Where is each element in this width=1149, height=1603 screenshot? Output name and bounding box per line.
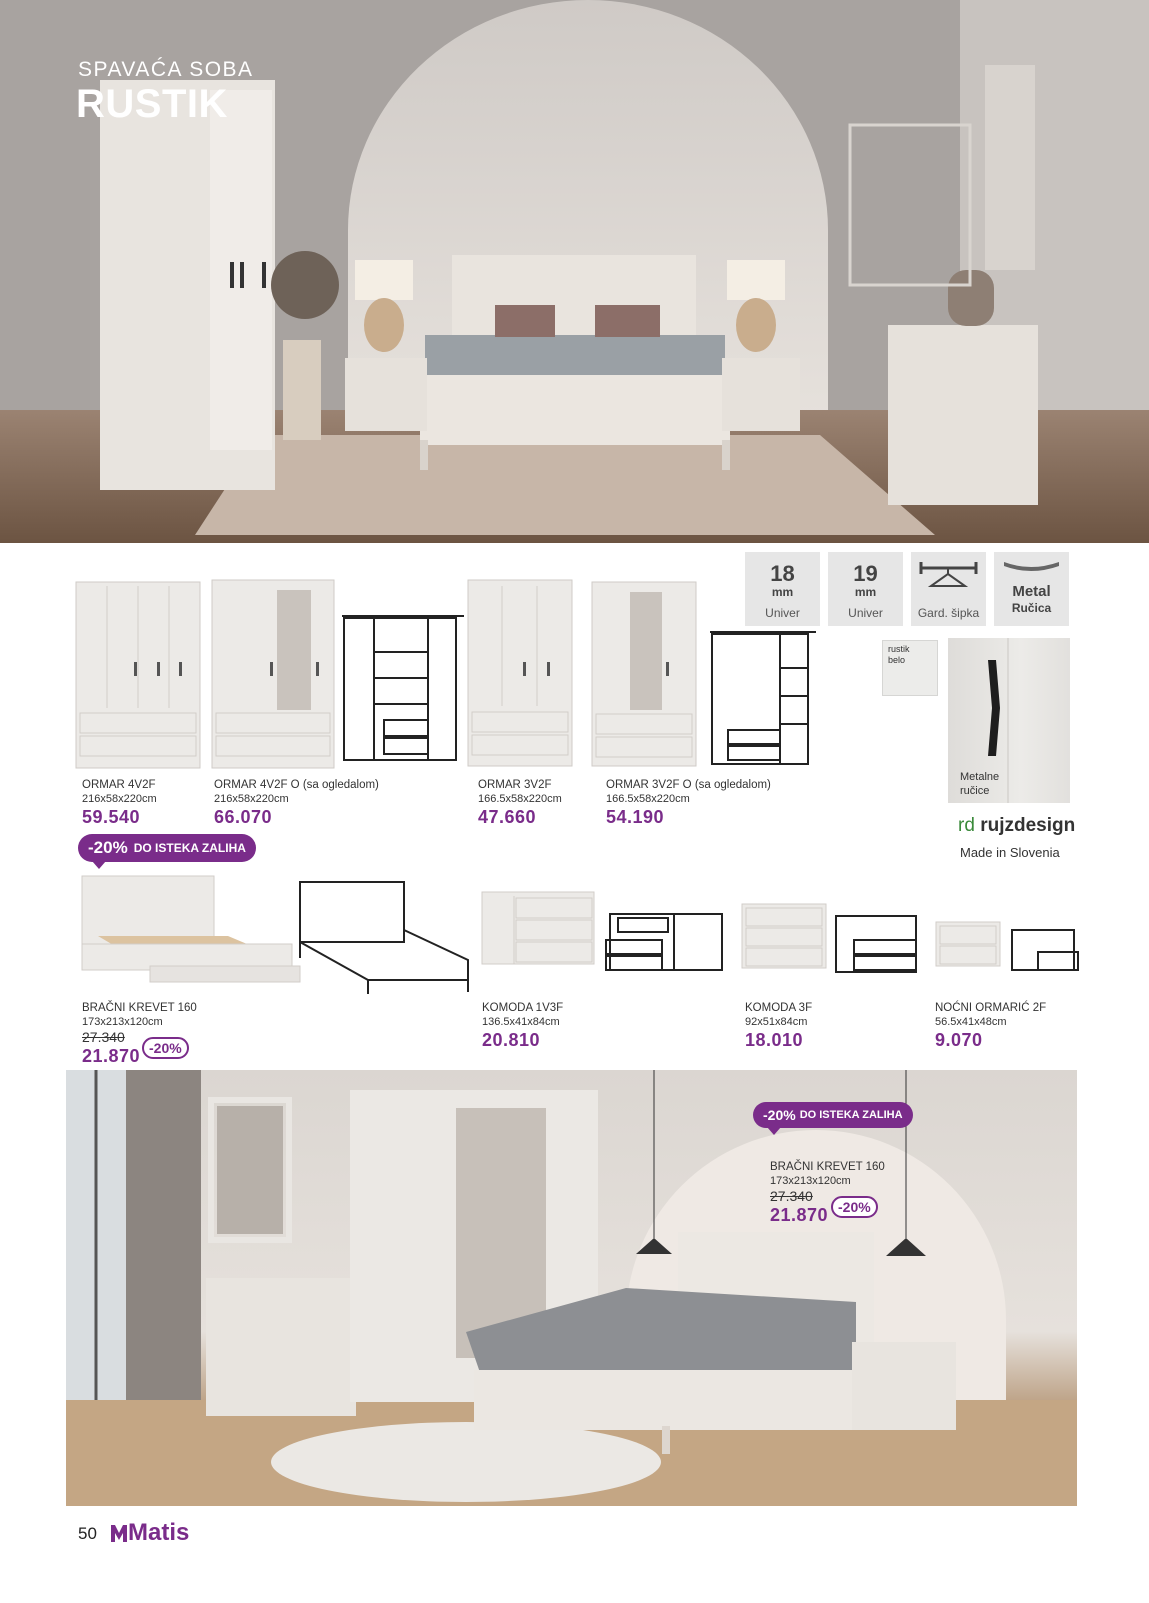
matis-logo: [110, 1519, 189, 1547]
color-swatch: [882, 640, 938, 696]
product-ormar-3v2f[interactable]: [478, 778, 562, 828]
wardrobe-thumbnails: [74, 578, 834, 773]
product-ormar-4v2f-o[interactable]: [214, 778, 379, 828]
product-dimensions: 173x213x120cm: [82, 1016, 163, 1028]
product-price: 21.870: [82, 1046, 141, 1066]
product-name: ORMAR 3V2F: [478, 779, 552, 791]
product-dimensions: 166.5x58x220cm: [606, 793, 690, 805]
product-komoda-1v3f[interactable]: [482, 1001, 563, 1051]
feature-label: Univer: [848, 606, 883, 620]
product-price: 20.810: [482, 1030, 541, 1050]
product-name: ORMAR 4V2F O (sa ogledalom): [214, 779, 379, 791]
feature-number: 18: [770, 561, 795, 586]
ormar-3v2f-o-image: [592, 582, 696, 766]
product-price: 66.070: [214, 807, 273, 827]
ormar-3v2f-image: [468, 580, 572, 766]
product-old-price: 27.340: [82, 1029, 125, 1045]
komoda-3f-image: [742, 904, 826, 968]
brand-name: rujzdesign: [980, 815, 1076, 836]
logo-text: Matis: [128, 1519, 190, 1546]
hero-kicker: SPAVAĆA SOBA: [78, 58, 254, 81]
bracni-krevet-line-drawing: [300, 882, 468, 994]
feature-unit: Ručica: [1011, 601, 1052, 615]
product-name: ORMAR 4V2F: [82, 779, 156, 791]
feature-number: Metal: [1012, 583, 1051, 600]
product-dimensions: 56.5x41x48cm: [935, 1016, 1007, 1028]
product-price: 59.540: [82, 807, 141, 827]
handle-closeup-photo: [948, 638, 1070, 803]
promo-text: DO ISTEKA ZALIHA: [799, 1109, 903, 1121]
product-dimensions: 173x213x120cm: [770, 1175, 851, 1187]
furniture-thumbnails-row2: [78, 870, 1088, 1000]
product-price: 21.870: [770, 1205, 829, 1225]
promo-text: DO ISTEKA ZALIHA: [133, 841, 246, 855]
product-dimensions: 136.5x41x84cm: [482, 1016, 560, 1028]
ormar-4v2f-image: [76, 582, 200, 768]
nocni-ormaric-line-drawing: [1012, 930, 1078, 970]
product-dimensions: 92x51x84cm: [745, 1016, 808, 1028]
feature-unit: mm: [854, 585, 877, 599]
hanger-rail-icon: [911, 552, 986, 598]
promo-badge: [78, 834, 256, 862]
product-old-price: 27.340: [770, 1188, 813, 1204]
product-name: BRAČNI KREVET 160: [770, 1161, 885, 1173]
ormar-4v2f-o-image: [212, 580, 334, 768]
komoda-1v3f-line-drawing: [606, 914, 722, 970]
nocni-ormaric-image: [936, 922, 1000, 966]
feature-19mm-univer: [828, 552, 903, 626]
bedroom-scene-bottom-illustration: [66, 1070, 1077, 1506]
matis-m-icon: [110, 1523, 128, 1543]
feature-18mm-univer: [745, 552, 820, 626]
swatch-label: rustik belo: [888, 644, 910, 665]
handle-label: Metalne ručice: [960, 771, 1000, 797]
feature-wardrobe-rail: [911, 552, 986, 626]
bedroom-photo-bottom: [66, 1070, 1077, 1506]
handle-icon: [994, 552, 1069, 578]
product-ormar-4v2f[interactable]: [82, 778, 157, 828]
promo-percent: -20%: [763, 1107, 796, 1123]
ormar-4v2f-line-drawing: [342, 616, 464, 760]
product-price: 47.660: [478, 807, 537, 827]
hero-title: RUSTIK: [76, 82, 228, 126]
discount-badge: -20%: [831, 1196, 878, 1218]
product-name: ORMAR 3V2F O (sa ogledalom): [606, 779, 771, 791]
product-ormar-3v2f-o[interactable]: [606, 778, 771, 828]
hero-photo: [0, 0, 1149, 543]
product-name: KOMODA 1V3F: [482, 1002, 564, 1014]
brand-prefix: rd: [958, 815, 975, 836]
komoda-1v3f-image: [482, 892, 594, 964]
product-price: 54.190: [606, 807, 665, 827]
feature-label: Univer: [765, 606, 800, 620]
rujzdesign-logo: [958, 815, 1075, 837]
feature-metal-handle: [994, 552, 1069, 626]
product-dimensions: 216x58x220cm: [214, 793, 289, 805]
product-name: BRAČNI KREVET 160: [82, 1002, 197, 1014]
product-name: KOMODA 3F: [745, 1002, 813, 1014]
product-nocni-ormaric[interactable]: [935, 1001, 1046, 1051]
product-price: 18.010: [745, 1030, 804, 1050]
product-price: 9.070: [935, 1030, 983, 1050]
feature-label: Gard. šipka: [917, 606, 980, 620]
made-in-label: Made in Slovenia: [960, 845, 1060, 860]
product-komoda-3f[interactable]: [745, 1001, 812, 1051]
product-name: NOĆNI ORMARIĆ 2F: [935, 1002, 1047, 1014]
promo-percent: -20%: [88, 838, 128, 857]
feature-unit: mm: [771, 585, 794, 599]
komoda-3f-line-drawing: [836, 916, 916, 972]
product-dimensions: 166.5x58x220cm: [478, 793, 562, 805]
promo-badge-bottom: [753, 1102, 913, 1128]
discount-badge: -20%: [142, 1037, 189, 1059]
product-dimensions: 216x58x220cm: [82, 793, 157, 805]
page-number: 50: [78, 1524, 97, 1543]
ormar-3v2f-line-drawing: [710, 632, 816, 764]
feature-number: 19: [853, 561, 878, 586]
bracni-krevet-image: [82, 876, 300, 982]
